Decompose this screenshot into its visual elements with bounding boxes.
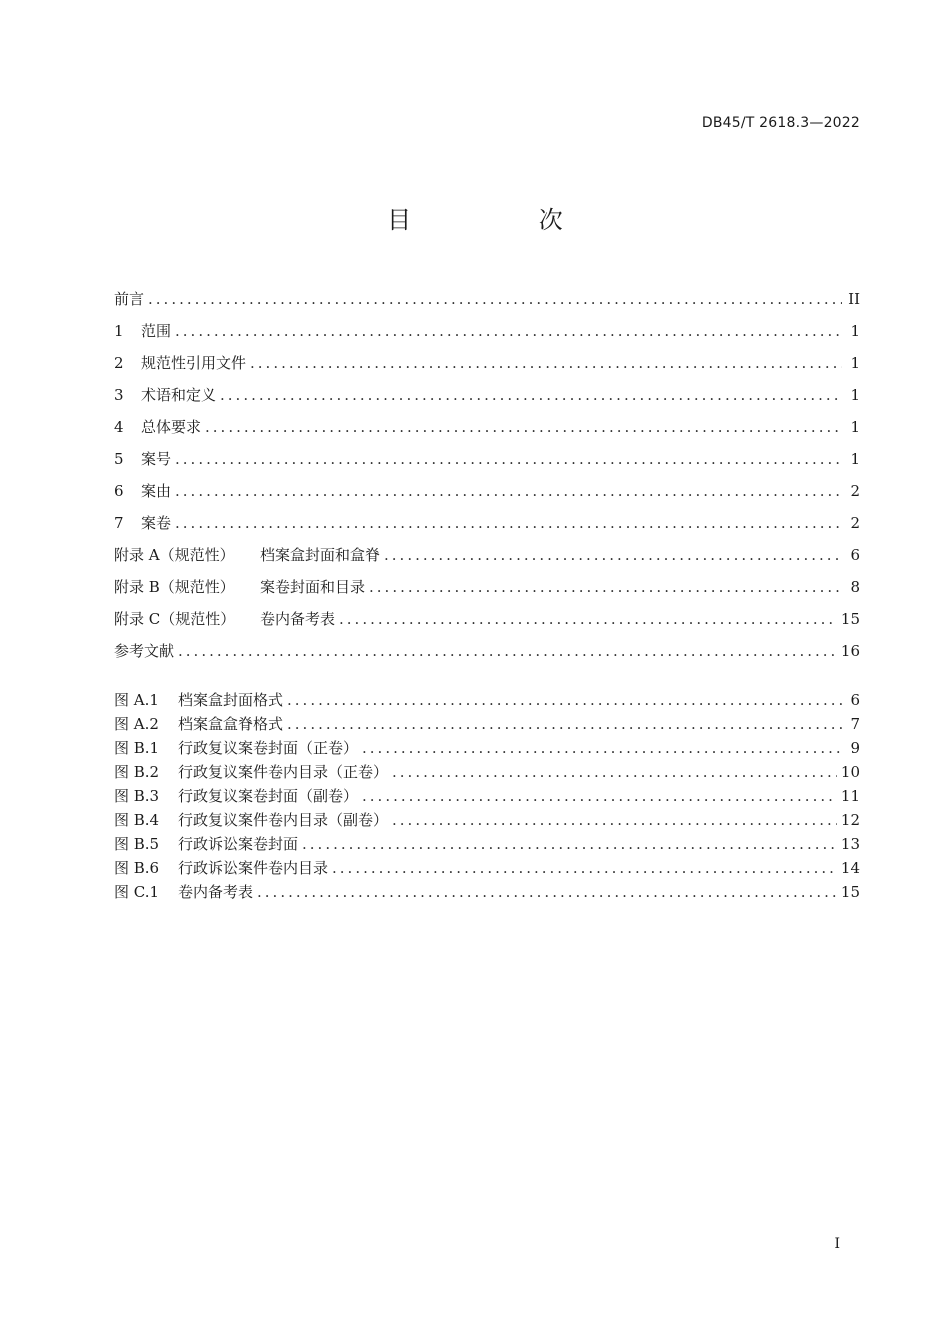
toc-entry-page: 1: [850, 450, 860, 468]
figure-entry-label: 行政诉讼案件卷内目录: [178, 859, 329, 877]
figure-entry-number: 图 B.1: [114, 739, 160, 757]
figure-entry-page: 12: [840, 811, 860, 829]
standard-code: DB45/T 2618.3—2022: [701, 115, 860, 131]
dot-leader: [175, 448, 842, 470]
dot-leader: [178, 640, 837, 662]
toc-entry-annex-c[interactable]: [114, 608, 860, 640]
page-title: 目 次: [387, 206, 623, 234]
figure-entry-b1[interactable]: [114, 737, 860, 761]
dot-leader: [175, 480, 842, 502]
dot-leader: [287, 689, 842, 711]
toc-entry-case-file[interactable]: [114, 512, 860, 544]
figure-entry-number: 图 B.6: [114, 859, 160, 877]
toc-entry-number: 2: [114, 354, 124, 372]
toc-entry-page: II: [848, 290, 860, 308]
dot-leader: [175, 512, 842, 534]
toc-entry-page: 1: [850, 418, 860, 436]
footer-page-number: I: [834, 1236, 840, 1252]
toc-entry-number: 附录 A（规范性）: [114, 546, 235, 564]
toc-entry-label: 档案盒封面和盒脊: [260, 546, 381, 564]
toc-entry-terms[interactable]: [114, 384, 860, 416]
figure-entry-page: 6: [850, 691, 860, 709]
dot-leader: [392, 761, 837, 783]
toc-entry-label: 总体要求: [141, 418, 202, 436]
figure-entry-label: 行政复议案卷封面（正卷）: [178, 739, 359, 757]
dot-leader: [175, 320, 842, 342]
toc-entry-number: 附录 B（规范性）: [114, 578, 235, 596]
dot-leader: [220, 384, 842, 406]
toc-entry-annex-a[interactable]: [114, 544, 860, 576]
figure-entry-label: 档案盒封面格式: [178, 691, 284, 709]
figure-entry-number: 图 B.2: [114, 763, 160, 781]
figure-entry-a1[interactable]: [114, 689, 860, 713]
toc-entry-case-number[interactable]: [114, 448, 860, 480]
toc-entry-page: 8: [850, 578, 860, 596]
toc-entry-label: 案由: [141, 482, 172, 500]
dot-leader: [250, 352, 842, 374]
toc-entry-page: 16: [840, 642, 860, 660]
toc-entry-label: 参考文献: [114, 642, 175, 660]
toc-entry-foreword[interactable]: [114, 288, 860, 320]
toc-entry-number: 7: [114, 514, 124, 532]
dot-leader: [392, 809, 837, 831]
toc-entry-label: 卷内备考表: [260, 610, 336, 628]
figure-entry-page: 7: [850, 715, 860, 733]
figure-entry-page: 10: [840, 763, 860, 781]
toc-entry-number: 6: [114, 482, 124, 500]
figure-entry-number: 图 B.5: [114, 835, 160, 853]
toc-entry-label: 前言: [114, 290, 145, 308]
figure-entry-number: 图 B.3: [114, 787, 160, 805]
figure-entry-number: 图 A.1: [114, 691, 159, 709]
toc-entry-scope[interactable]: [114, 320, 860, 352]
figure-entry-b4[interactable]: [114, 809, 860, 833]
dot-leader: [384, 544, 842, 566]
toc-entry-number: 附录 C（规范性）: [114, 610, 236, 628]
figure-entry-b3[interactable]: [114, 785, 860, 809]
dot-leader: [148, 288, 842, 310]
figure-entry-label: 行政复议案件卷内目录（正卷）: [178, 763, 389, 781]
figure-entry-label: 行政诉讼案卷封面: [178, 835, 299, 853]
toc-entry-page: 1: [850, 322, 860, 340]
toc-entry-normative-references[interactable]: [114, 352, 860, 384]
toc-entry-page: 2: [850, 514, 860, 532]
toc-entry-label: 案号: [141, 450, 172, 468]
figure-entry-page: 15: [840, 883, 860, 901]
figure-entry-label: 行政复议案卷封面（副卷）: [178, 787, 359, 805]
toc-entry-number: 3: [114, 386, 124, 404]
toc-entry-page: 1: [850, 354, 860, 372]
toc-entry-page: 6: [850, 546, 860, 564]
dot-leader: [287, 713, 842, 735]
dot-leader: [362, 785, 837, 807]
toc-entry-bibliography[interactable]: [114, 640, 860, 672]
table-of-contents: [114, 288, 860, 672]
toc-entry-annex-b[interactable]: [114, 576, 860, 608]
figure-entry-label: 卷内备考表: [178, 883, 254, 901]
toc-entry-label: 案卷: [141, 514, 172, 532]
figure-entry-page: 14: [840, 859, 860, 877]
toc-entry-page: 1: [850, 386, 860, 404]
figure-entry-b5[interactable]: [114, 833, 860, 857]
toc-entry-label: 规范性引用文件: [141, 354, 247, 372]
toc-entry-page: 2: [850, 482, 860, 500]
dot-leader: [369, 576, 842, 598]
dot-leader: [257, 881, 837, 903]
dot-leader: [339, 608, 837, 630]
toc-entry-general-requirements[interactable]: [114, 416, 860, 448]
toc-entry-number: 4: [114, 418, 124, 436]
toc-entry-label: 范围: [141, 322, 172, 340]
toc-entry-number: 1: [114, 322, 124, 340]
figure-entry-b6[interactable]: [114, 857, 860, 881]
dot-leader: [205, 416, 842, 438]
figure-entry-b2[interactable]: [114, 761, 860, 785]
toc-entry-case-cause[interactable]: [114, 480, 860, 512]
toc-entry-label: 术语和定义: [141, 386, 217, 404]
figure-entry-c1[interactable]: [114, 881, 860, 905]
dot-leader: [302, 833, 837, 855]
toc-entry-page: 15: [840, 610, 860, 628]
figure-entry-page: 9: [850, 739, 860, 757]
toc-entry-number: 5: [114, 450, 124, 468]
dot-leader: [362, 737, 842, 759]
figure-entry-page: 11: [840, 787, 860, 805]
figure-entry-label: 档案盒盒脊格式: [178, 715, 284, 733]
toc-entry-label: 案卷封面和目录: [260, 578, 366, 596]
figure-entry-number: 图 A.2: [114, 715, 159, 733]
dot-leader: [332, 857, 837, 879]
figure-entry-label: 行政复议案件卷内目录（副卷）: [178, 811, 389, 829]
figure-entry-number: 图 B.4: [114, 811, 160, 829]
figure-entry-page: 13: [840, 835, 860, 853]
list-of-figures: [114, 689, 860, 905]
figure-entry-number: 图 C.1: [114, 883, 160, 901]
figure-entry-a2[interactable]: [114, 713, 860, 737]
